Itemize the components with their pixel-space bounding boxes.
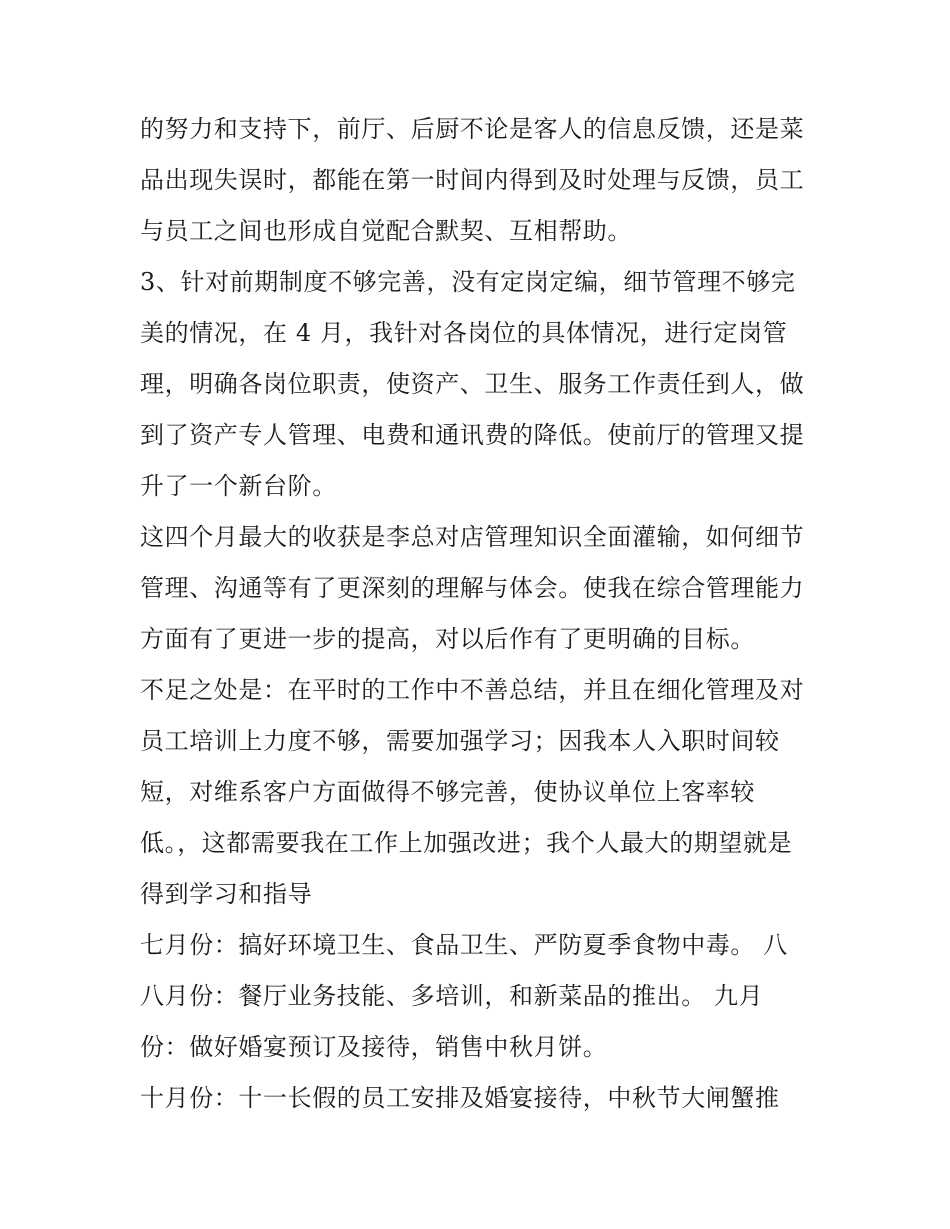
text-line: 十月份：十一长假的员工安排及婚宴接待，中秋节大闸蟹推 bbox=[140, 1084, 780, 1112]
text-line: 的努力和支持下，前厅、后厨不论是客人的信息反馈，还是菜 bbox=[140, 115, 805, 143]
text-line: 到了资产专人管理、电费和通讯费的降低。使前厅的管理又提 bbox=[140, 421, 805, 449]
text-line: 与员工之间也形成自觉配合默契、互相帮助。 bbox=[140, 217, 632, 245]
text-line: 管理、沟通等有了更深刻的理解与体会。使我在综合管理能力 bbox=[140, 574, 805, 602]
text-line: 方面有了更进一步的提高，对以后作有了更明确的目标。 bbox=[140, 625, 755, 653]
text-line: 得到学习和指导 bbox=[140, 880, 313, 908]
text-line: 这四个月最大的收获是李总对店管理知识全面灌输，如何细节 bbox=[140, 523, 805, 551]
text-line: 七月份：搞好环境卫生、食品卫生、严防夏季食物中毒。 八 bbox=[140, 931, 788, 959]
text-line: 份：做好婚宴预订及接待，销售中秋月饼。 bbox=[140, 1033, 608, 1061]
text-line: 品出现失误时，都能在第一时间内得到及时处理与反馈，员工 bbox=[140, 166, 805, 194]
text-line: 不足之处是：在平时的工作中不善总结，并且在细化管理及对 bbox=[140, 676, 805, 704]
text-line: 理，明确各岗位职责，使资产、卫生、服务工作责任到人，做 bbox=[140, 370, 805, 398]
text-line: 员工培训上力度不够，需要加强学习；因我本人入职时间较 bbox=[140, 727, 780, 755]
text-line: 美的情况，在 4 月，我针对各岗位的具体情况，进行定岗管 bbox=[140, 319, 788, 347]
text-line: 低。，这都需要我在工作上加强改进；我个人最大的期望就是 bbox=[140, 829, 793, 857]
text-line: 3、针对前期制度不够完善，没有定岗定编，细节管理不够完 bbox=[140, 268, 796, 296]
text-line: 短，对维系客户方面做得不够完善，使协议单位上客率较 bbox=[140, 778, 755, 806]
text-line: 升了一个新台阶。 bbox=[140, 472, 337, 500]
text-line: 八月份：餐厅业务技能、多培训，和新菜品的推出。 九月 bbox=[140, 982, 764, 1010]
